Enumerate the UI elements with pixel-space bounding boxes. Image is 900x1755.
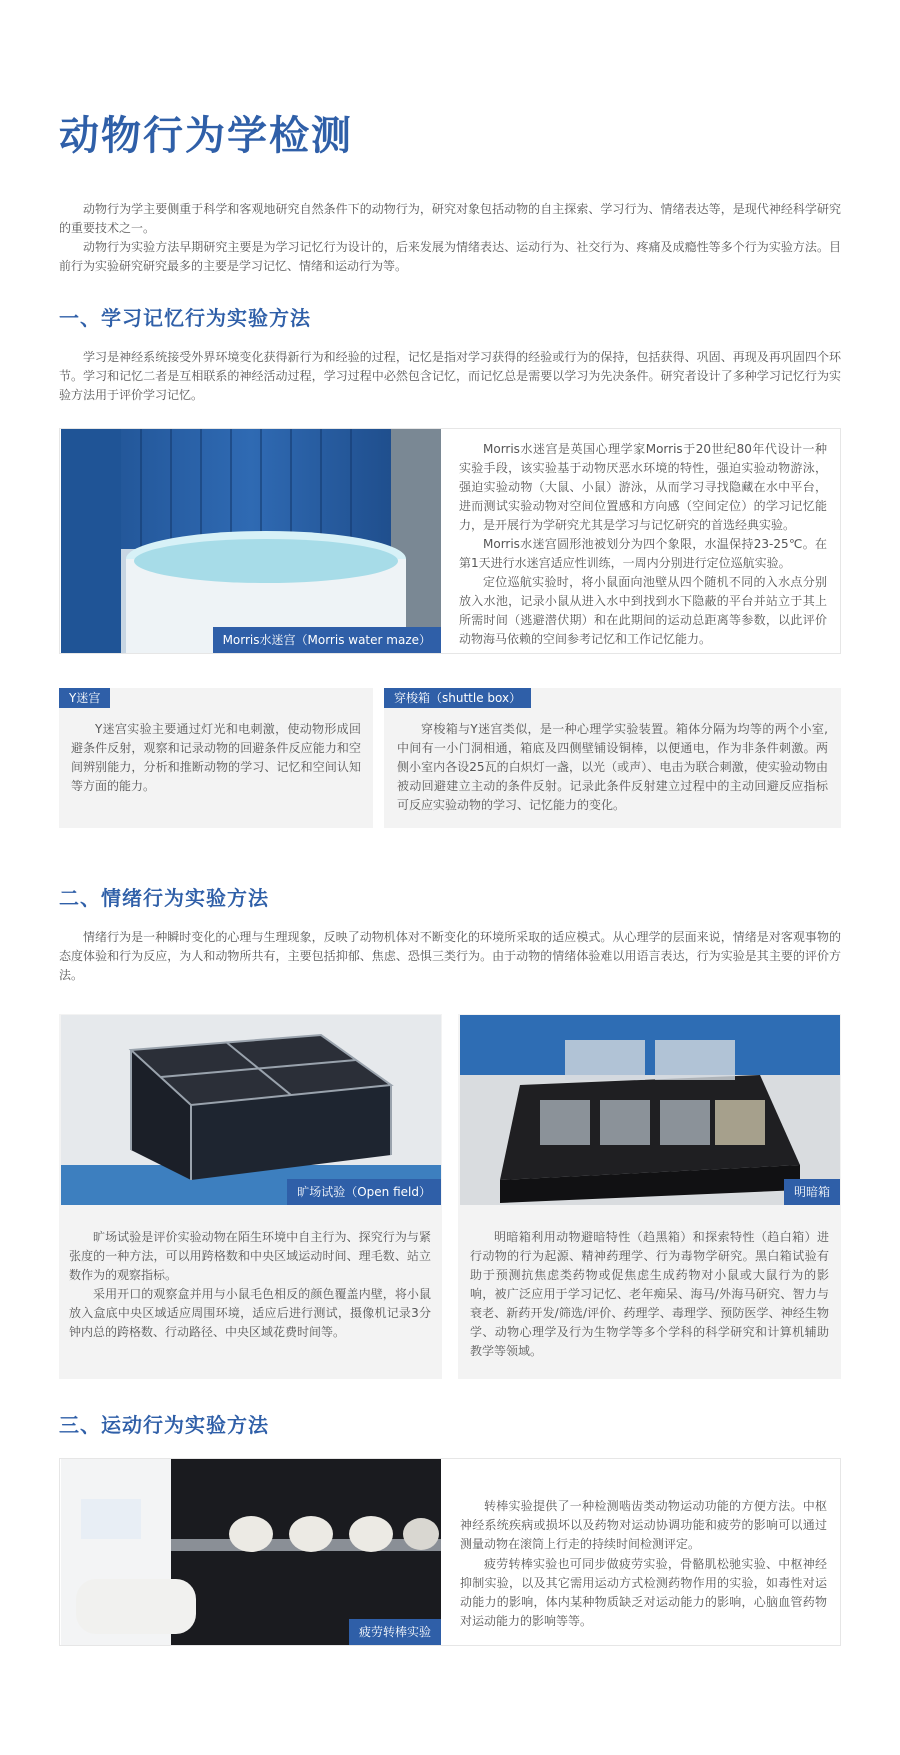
morris-text-2: Morris水迷宫圆形池被划分为四个象限，水温保持23-25℃。在第1天进行水迷宫适应性训练，一周内分别进行定位巡航实验。	[459, 537, 827, 570]
section2-title: 二、情绪行为实验方法	[59, 886, 269, 910]
section1-title: 一、学习记忆行为实验方法	[59, 306, 311, 330]
morris-pool-image	[61, 429, 441, 653]
section2-intro: 情绪行为是一种瞬时变化的心理与生理现象，反映了动物机体对不断变化的环境所采取的适应模式。从心理学的层面来说，情绪是对客观事物的态度体验和行为反应，为人和动物所共有，主要包括抑郁、焦虑、恐惧三类行为。由于动物的情绪体验难以用语言表达，行为实验是其主要的评价方法。	[59, 930, 841, 982]
section3-title: 三、运动行为实验方法	[59, 1413, 269, 1437]
openfield-text-1: 旷场试验是评价实验动物在陌生环境中自主行为、探究行为与紧张度的一种方法，可以用跨格数和中央区域运动时间、理毛数、站立数作为的观察指标。	[69, 1230, 431, 1282]
lightdark-caption: 明暗箱	[784, 1179, 840, 1205]
intro-paragraph-2: 动物行为实验方法早期研究主要是为学习记忆行为设计的，后来发展为情绪表达、运动行为、社交行为、疼痛及成瘾性等多个行为实验方法。目前行为实验研究研究最多的主要是学习记忆、情绪和运动行为等。	[59, 240, 841, 273]
ymaze-tag: Y迷宫	[59, 688, 110, 708]
morris-water-maze-photo	[61, 429, 441, 653]
rotarod-text-2: 疲劳转棒实验也可同步做疲劳实验，骨骼肌松驰实验、中枢神经抑制实验，以及其它需用运动方式检测药物作用的实验，如毒性对运动能力的影响，体内某种物质缺乏对运动能力的影响，心脑血管药物对运动能力的影响等等。	[460, 1557, 827, 1628]
openfield-caption: 旷场试验（Open field）	[287, 1179, 441, 1205]
intro-paragraph-1: 动物行为学主要侧重于科学和客观地研究自然条件下的动物行为，研究对象包括动物的自主探索、学习行为、情绪表达等，是现代神经科学研究的重要技术之一。	[59, 202, 841, 235]
section1-intro: 学习是神经系统接受外界环境变化获得新行为和经验的过程，记忆是指对学习获得的经验或行为的保持，包括获得、巩固、再现及再巩固四个环节。学习和记忆二者是互相联系的神经活动过程，学习过程中必然包含记忆，而记忆总是需要以学习为先决条件。研究者设计了多种学习记忆行为实验方法用于评价学习记忆。	[59, 350, 841, 402]
rotarod-image	[61, 1459, 441, 1645]
morris-text-3: 定位巡航实验时，将小鼠面向池壁从四个随机不同的入水点分别放入水池，记录小鼠从进入水中到找到水下隐蔽的平台并站立于其上所需时间（逃避潜伏期）和在此期间的运动总距离等参数，以此评价动物海马依赖的空间参考记忆和工作记忆能力。	[459, 575, 827, 646]
shuttle-text: 穿梭箱与Y迷宫类似，是一种心理学实验装置。箱体分隔为均等的两个小室,中间有一小门洞相通，箱底及四侧壁铺设铜棒，以便通电，作为非条件刺激。两侧小室内各设25瓦的白炽灯一盏，以光（或声）、电击为联合刺激，使实验动物由被动回避建立主动的条件反射。记录此条件反射建立过程中的主动回避反应指标可反应实验动物的学习、记忆能力的变化。	[397, 722, 828, 812]
openfield-image	[61, 1015, 441, 1205]
openfield-photo	[61, 1015, 441, 1205]
lightdark-text: 明暗箱利用动物避暗特性（趋黑箱）和探索特性（趋白箱）进行动物的行为起源、精神药理学、行为毒物学研究。黑白箱试验有助于预测抗焦虑类药物或促焦虑生成药物对小鼠或大鼠行为的影响，被广泛应用于学习记忆、老年痴呆、海马/外海马研究、智力与衰老、新药开发/筛选/评价、药理学、毒理学、预防医学、神经生物学、动物心理学及行为生物学等多个学科的科学研究和计算机辅助教学等领域。	[470, 1230, 829, 1358]
openfield-text-2: 采用开口的观察盒并用与小鼠毛色相反的颜色覆盖内壁，将小鼠放入盒底中央区域适应周围环境，适应后进行测试，摄像机记录3分钟内总的跨格数、行动路径、中央区域花费时间等。	[69, 1287, 431, 1339]
shuttle-tag: 穿梭箱（shuttle box）	[384, 688, 531, 708]
lightdark-image	[460, 1015, 840, 1205]
ymaze-text: Y迷宫实验主要通过灯光和电刺激，使动物形成回避条件反射，观察和记录动物的回避条件反应能力和空间辨别能力，分析和推断动物的学习、记忆和空间认知等方面的能力。	[71, 722, 361, 793]
lightdark-photo	[460, 1015, 840, 1205]
rotarod-text-1: 转棒实验提供了一种检测啮齿类动物运动功能的方便方法。中枢神经系统疾病或损坏以及药物对运动协调功能和疲劳的影响可以通过测量动物在滚筒上行走的持续时间检测评定。	[460, 1499, 827, 1551]
morris-text-1: Morris水迷宫是英国心理学家Morris于20世纪80年代设计一种实验手段，该实验基于动物厌恶水环境的特性，强迫实验动物游泳，强迫实验动物（大鼠、小鼠）游泳，从而学习寻找隐藏在水中平台，进而测试实验动物对空间位置感和方向感（空间定位）的学习记忆能力，是开展行为学研究尤其是学习与记忆研究的首选经典实验。	[459, 442, 827, 532]
page-title: 动物行为学检测	[59, 113, 353, 159]
rotarod-caption: 疲劳转棒实验	[349, 1619, 441, 1645]
morris-caption: Morris水迷宫（Morris water maze）	[213, 627, 441, 653]
rotarod-photo	[61, 1459, 441, 1645]
